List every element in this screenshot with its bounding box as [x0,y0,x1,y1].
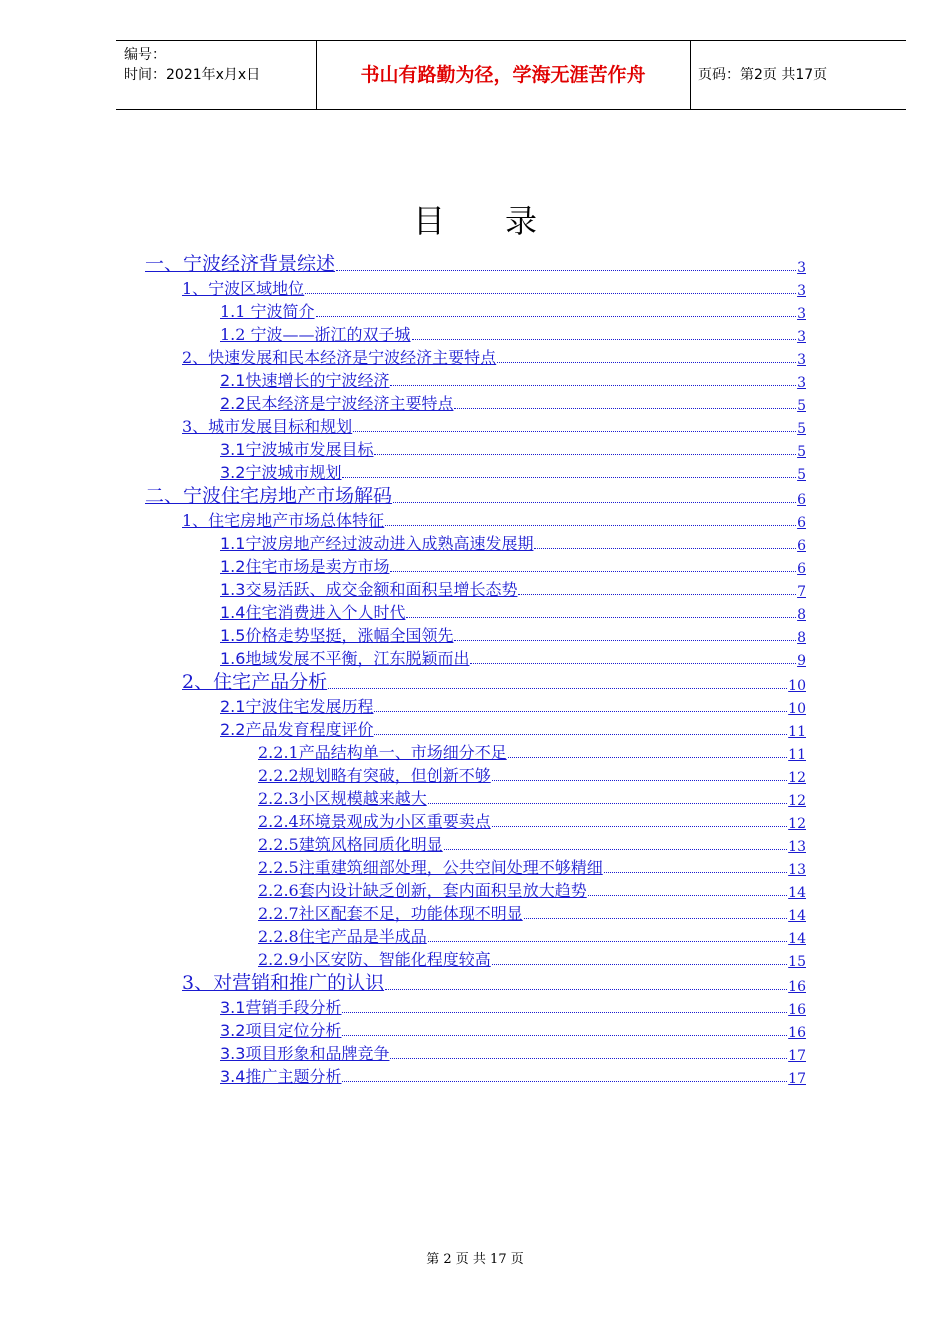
toc-entry[interactable] [220,697,806,717]
toc-entry-title: 3.1宁波城市发展目标 [220,440,374,459]
toc-entry[interactable] [220,1021,806,1041]
toc-entry-title: 3、对营销和推广的认识 [182,972,385,994]
toc-entry-page: 10 [788,678,806,694]
toc-dot-leader [518,594,796,595]
toc-entry[interactable] [220,998,806,1018]
toc-dot-leader [604,872,787,873]
page-title: 目录 [412,202,597,240]
toc-entry-page: 11 [788,724,806,740]
toc-entry[interactable] [258,927,806,947]
toc-dot-leader [390,571,796,572]
toc-dot-leader [374,711,787,712]
toc-dot-leader [534,548,796,549]
toc-entry-title: 3、城市发展目标和规划 [182,417,353,436]
toc-dot-leader [390,1058,787,1059]
toc-dot-leader [406,617,796,618]
toc-dot-leader [524,918,787,919]
toc-entry-title: 2.2.9小区安防、智能化程度较高 [258,950,491,969]
toc-entry[interactable] [258,789,806,809]
toc-entry-page: 17 [788,1071,806,1087]
toc-entry[interactable] [258,858,806,878]
toc-dot-leader [428,803,787,804]
toc-entry[interactable] [182,417,806,437]
toc-dot-leader [492,826,787,827]
toc-entry-title: 1.2 宁波——浙江的双子城 [220,325,411,344]
toc-entry[interactable] [182,348,806,368]
toc-entry-title: 3.3项目形象和品牌竞争 [220,1044,390,1063]
toc-entry-page: 7 [797,584,806,600]
toc-entry[interactable] [220,603,806,623]
toc-entry-page: 10 [788,701,806,717]
toc-entry[interactable] [258,881,806,901]
toc-entry-page: 12 [788,793,806,809]
toc-entry-title: 2.2.5建筑风格同质化明显 [258,835,443,854]
toc-entry-page: 5 [797,398,806,414]
toc-dot-leader [497,362,796,363]
toc-dot-leader [342,477,796,478]
toc-entry[interactable] [182,972,806,995]
toc-entry-title: 2.2.7社区配套不足，功能体现不明显 [258,904,523,923]
toc-dot-leader [492,780,787,781]
toc-entry-title: 2.2.1产品结构单一、市场细分不足 [258,743,507,762]
toc-entry-title: 1.6地域发展不平衡，江东脱颖而出 [220,649,470,668]
toc-entry-title: 1.1 宁波简介 [220,302,315,321]
toc-dot-leader [444,849,787,850]
toc-entry-title: 2.2.8住宅产品是半成品 [258,927,427,946]
toc-entry[interactable] [258,904,806,924]
toc-entry-page: 11 [788,747,806,763]
toc-entry-title: 1.3交易活跃、成交金额和面积呈增长态势 [220,580,518,599]
toc-dot-leader [393,502,796,503]
toc-entry-page: 16 [788,979,806,995]
toc-dot-leader [385,989,787,990]
toc-entry[interactable] [220,302,806,322]
toc-entry[interactable] [220,557,806,577]
toc-entry-title: 3.1营销手段分析 [220,998,342,1017]
toc-entry-page: 15 [788,954,806,970]
toc-entry-title: 1、宁波区域地位 [182,279,305,298]
toc-dot-leader [342,1012,787,1013]
toc-entry-title: 2.1宁波住宅发展历程 [220,697,374,716]
toc-dot-leader [454,408,796,409]
toc-entry-title: 2、住宅产品分析 [182,671,328,693]
toc-entry[interactable] [220,325,806,345]
toc-entry-page: 5 [797,444,806,460]
header-meta [124,45,260,85]
toc-entry-page: 8 [797,607,806,623]
toc-entry-page: 13 [788,839,806,855]
toc-entry-page: 3 [797,306,806,322]
toc-entry-title: 一、宁波经济背景综述 [145,253,336,275]
toc-entry[interactable] [220,720,806,740]
toc-entry-page: 9 [797,653,806,669]
toc-dot-leader [328,688,787,689]
header-motto: 书山有路勤为径，学海无涯苦作舟 [360,64,646,86]
toc-entry[interactable] [182,511,806,531]
toc-dot-leader [316,316,797,317]
toc-entry[interactable] [258,743,806,763]
toc-entry-page: 17 [788,1048,806,1064]
toc-entry-title: 3.2项目定位分析 [220,1021,342,1040]
page-footer: 第 2 页 共 17 页 [426,1252,524,1267]
toc-dot-leader [385,525,796,526]
toc-entry-title: 2.2民本经济是宁波经济主要特点 [220,394,454,413]
toc-entry[interactable] [220,440,806,460]
toc-entry-page: 16 [788,1025,806,1041]
toc-entry[interactable] [145,253,806,276]
toc-entry-page: 5 [797,467,806,483]
toc-entry-title: 1.1宁波房地产经过波动进入成熟高速发展期 [220,534,534,553]
toc-entry[interactable] [258,812,806,832]
toc-entry[interactable] [220,1067,806,1087]
toc-entry[interactable] [220,394,806,414]
toc-entry-page: 6 [797,561,806,577]
toc-entry-title: 1.4住宅消费进入个人时代 [220,603,406,622]
toc-entry-page: 14 [788,908,806,924]
toc-entry-page: 6 [797,492,806,508]
toc-dot-leader [342,1035,787,1036]
toc-entry-page: 3 [797,260,806,276]
toc-entry[interactable] [220,463,806,483]
toc-entry-title: 2.2产品发育程度评价 [220,720,374,739]
toc-entry-title: 2.2.2规划略有突破，但创新不够 [258,766,491,785]
number-label: 编号： [124,47,166,63]
toc-entry-title: 1.2住宅市场是卖方市场 [220,557,390,576]
toc-entry[interactable] [220,534,806,554]
toc-entry-title: 2.2.6套内设计缺乏创新，套内面积呈放大趋势 [258,881,587,900]
toc-entry-title: 1、住宅房地产市场总体特征 [182,511,385,530]
toc-entry[interactable] [220,371,806,391]
toc-dot-leader [353,431,796,432]
toc-dot-leader [336,270,796,271]
toc-entry[interactable] [220,1044,806,1064]
toc-dot-leader [454,640,796,641]
toc-dot-leader [374,454,796,455]
toc-entry-page: 8 [797,630,806,646]
toc-entry-title: 3.4推广主题分析 [220,1067,342,1086]
toc-entry-page: 3 [797,375,806,391]
toc-entry[interactable] [258,835,806,855]
toc-entry-page: 5 [797,421,806,437]
toc-entry-page: 13 [788,862,806,878]
toc-entry-page: 3 [797,329,806,345]
toc-dot-leader [374,734,787,735]
toc-entry[interactable] [145,485,806,508]
toc-entry-page: 12 [788,816,806,832]
toc-entry-title: 2.2.4环境景观成为小区重要卖点 [258,812,491,831]
toc-entry-title: 2.1快速增长的宁波经济 [220,371,390,390]
toc-dot-leader [342,1081,787,1082]
toc-entry[interactable] [220,649,806,669]
toc-entry-page: 6 [797,515,806,531]
toc-dot-leader [470,663,796,664]
toc-entry-page: 6 [797,538,806,554]
toc-entry[interactable] [258,766,806,786]
toc-dot-leader [492,964,787,965]
header-divider [690,41,691,109]
toc-entry-page: 16 [788,1002,806,1018]
toc-entry-title: 3.2宁波城市规划 [220,463,342,482]
toc-entry-title: 二、宁波住宅房地产市场解码 [145,485,393,507]
toc-dot-leader [305,293,796,294]
toc-entry-page: 14 [788,931,806,947]
toc-entry-title: 1.5价格走势坚挺，涨幅全国领先 [220,626,454,645]
toc-dot-leader [428,941,787,942]
toc-entry-page: 12 [788,770,806,786]
toc-entry-page: 14 [788,885,806,901]
toc-entry[interactable] [220,580,806,600]
page-header [116,40,906,110]
toc-entry[interactable] [258,950,806,970]
header-page-label: 页码：第2页 共17页 [698,67,828,83]
toc-entry[interactable] [182,279,806,299]
toc-entry-page: 3 [797,283,806,299]
toc-entry[interactable] [182,671,806,694]
toc-dot-leader [588,895,787,896]
toc-dot-leader [390,385,796,386]
toc-entry[interactable] [220,626,806,646]
toc-entry-title: 2.2.3小区规模越来越大 [258,789,427,808]
toc-dot-leader [412,339,797,340]
toc-entry-title: 2、快速发展和民本经济是宁波经济主要特点 [182,348,497,367]
time-label: 时间：2021年x月x日 [124,67,261,83]
toc-dot-leader [508,757,787,758]
toc-entry-page: 3 [797,352,806,368]
toc-entry-title: 2.2.5注重建筑细部处理，公共空间处理不够精细 [258,858,603,877]
